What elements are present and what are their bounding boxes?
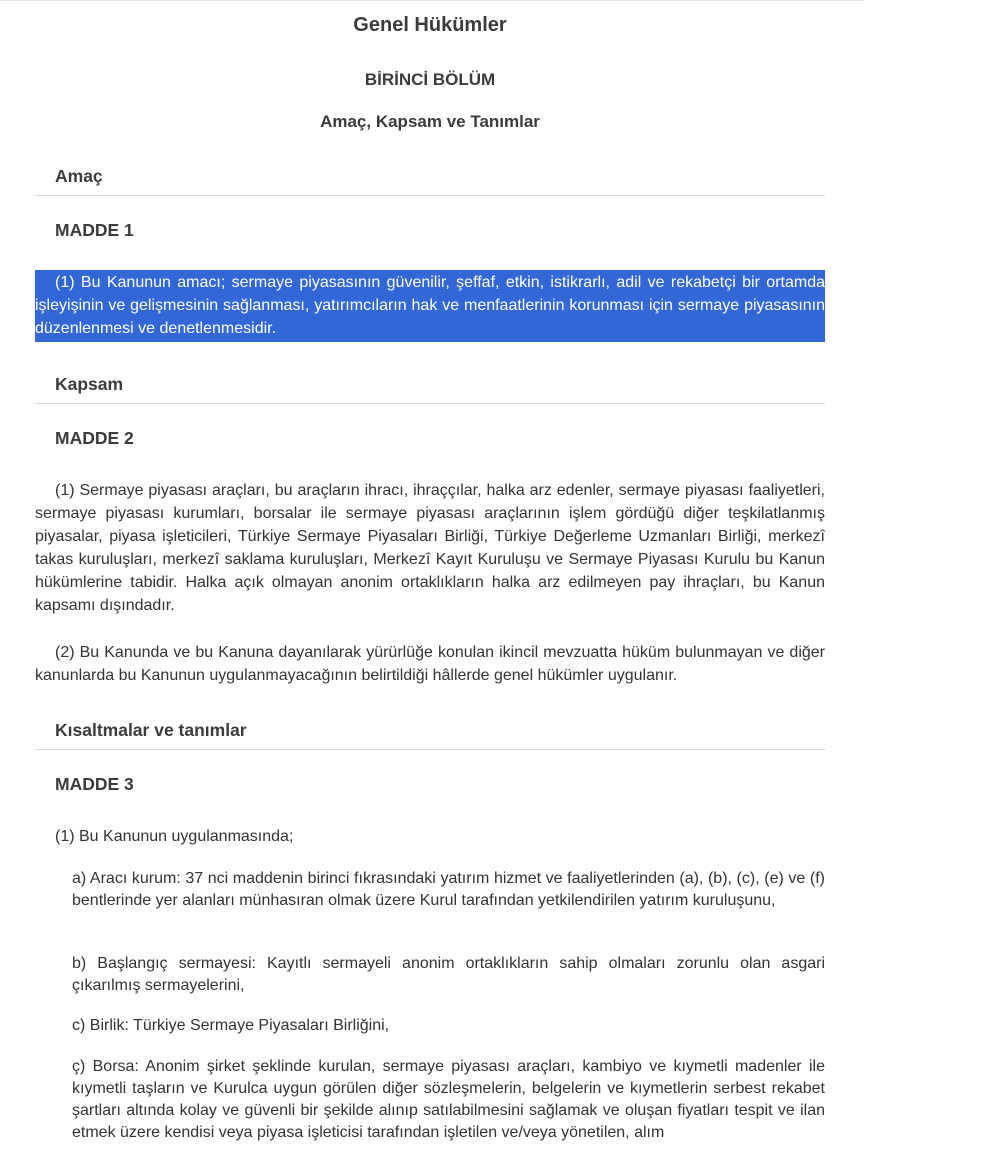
part-title: BİRİNCİ BÖLÜM bbox=[364, 70, 496, 89]
definition-item: b) Başlangıç sermayesi: Kayıtlı sermayeli anonim ortaklıkların sahip olmaları zorunlu olan asgari çıkarılmış sermayelerini, bbox=[72, 955, 825, 994]
madde-1-paragraph-1[interactable] bbox=[35, 271, 825, 340]
section-divider bbox=[35, 195, 825, 196]
section-heading-amac: Amaç bbox=[55, 166, 103, 186]
madde-1-title: MADDE 1 bbox=[55, 220, 134, 240]
section-heading-kapsam: Kapsam bbox=[55, 374, 124, 394]
madde-2-paragraph-2: (2) Bu Kanunda ve bu Kanuna dayanılarak yürürlüğe konulan ikincil mevzuatta hüküm bulunmayan ve diğer kanunlarda bu Kanunun uygulanmayacağının belirtildiği hâllerde genel hükümler uygulanır. bbox=[35, 644, 825, 684]
selected-text[interactable]: (1) Bu Kanunun amacı; sermaye piyasasının güvenilir, şeffaf, etkin, istikrarlı, adil ve rekabetçi bir ortamda işleyişinin ve gelişmesinin sağlanması, yatırımcıların hak ve menfaatlerinin korunması için sermaye piyasasının düzenlenmesi ve denetlenmesidir. bbox=[35, 274, 825, 337]
definition-item: c) Birlik: Türkiye Sermaye Piyasaları Birliğini, bbox=[72, 1017, 390, 1034]
madde-2-paragraph-1: (1) Sermaye piyasası araçları, bu araçların ihracı, ihraççılar, halka arz edenler, sermaye piyasası faaliyetleri, sermaye piyasası kurumları, borsalar ile sermaye piyasası araçlarının işlem gördüğü diğer teşkilatlanmış piyasalar, piyasa işleticileri, Türkiye Sermaye Piyasaları Birliği, Türkiye Değerleme Uzmanları Birliği, merkezî takas kuruluşları, merkezî saklama kuruluşları, Merkezî Kayıt Kuruluşu ve Sermaye Piyasası Kurulu bu Kanun hükümlerine tabidir. Halka açık olmayan anonim ortaklıkların halka arz edilmeyen pay ihraçları, bu Kanun kapsamı dışındadır. bbox=[35, 482, 825, 614]
chapter-title: Genel Hükümler bbox=[353, 14, 507, 36]
madde-2-title: MADDE 2 bbox=[55, 428, 134, 448]
part-subtitle: Amaç, Kapsam ve Tanımlar bbox=[320, 112, 540, 131]
madde-3-title: MADDE 3 bbox=[55, 774, 134, 794]
definition-item: ç) Borsa: Anonim şirket şeklinde kurulan, sermaye piyasası araçları, kambiyo ve kıymetli madenler ile kıymetli taşların ve Kurulca uygun görülen diğer sözleşmelerin, belgelerin ve kıymetlerin serbest rekabet şartları altında kolay ve güvenli bir şekilde alınıp satılabilmesini sağlamak ve oluşan fiyatları tespit ve ilan etmek üzere kendisi veya piyasa işleticisi tarafından işletilen ve/veya yönetilen, alım bbox=[72, 1058, 825, 1141]
section-divider bbox=[35, 403, 825, 404]
section-divider bbox=[35, 749, 825, 750]
top-border bbox=[0, 0, 865, 1]
madde-3-intro: (1) Bu Kanunun uygulanmasında; bbox=[55, 828, 294, 845]
definition-item: a) Aracı kurum: 37 nci maddenin birinci fıkrasındaki yatırım hizmet ve faaliyetlerinden (a), (b), (c), (e) ve (f) bentlerinde yer alanları münhasıran olmak üzere Kurul tarafından yetkilendirilen yatırım kuruluşunu, bbox=[72, 870, 825, 909]
section-heading-tanimlar: Kısaltmalar ve tanımlar bbox=[55, 720, 247, 740]
